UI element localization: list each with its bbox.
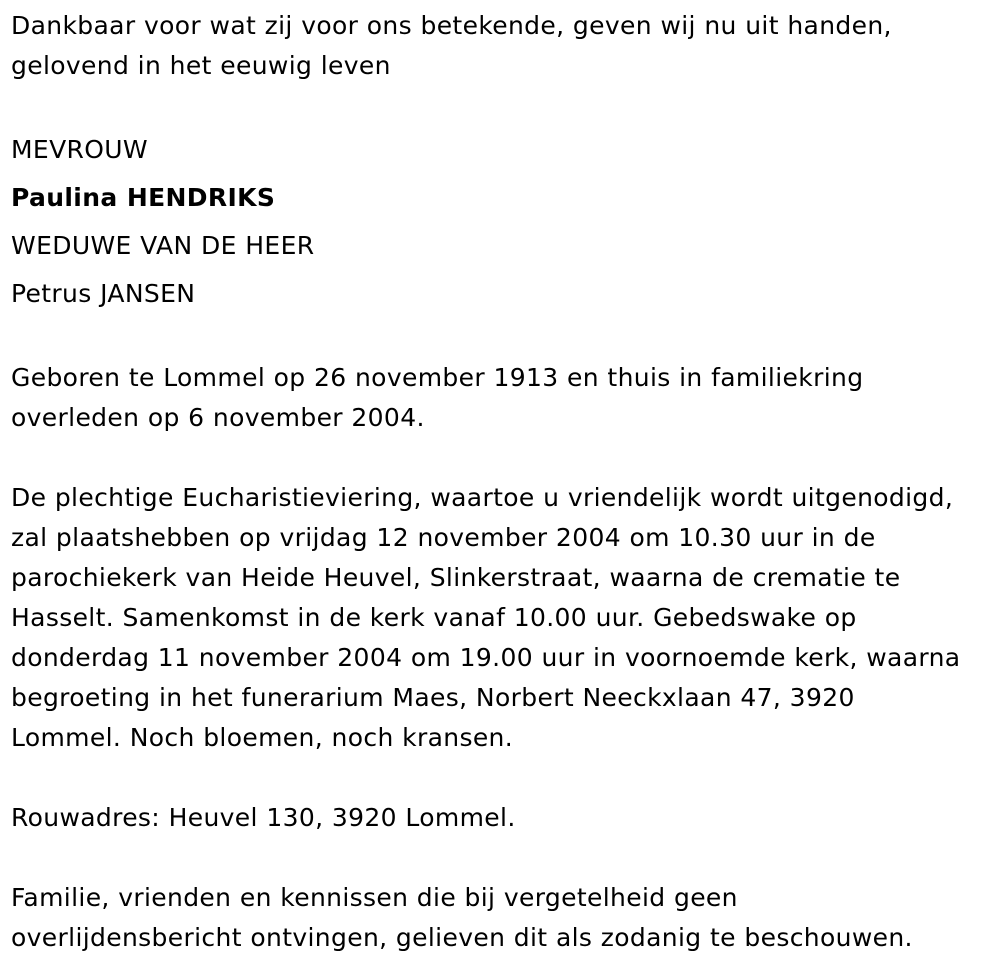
address-paragraph bbox=[11, 798, 996, 838]
intro-paragraph bbox=[11, 6, 996, 86]
ceremony-line: parochiekerk van Heide Heuvel, Slinkerstraat, waarna de crematie te bbox=[11, 563, 901, 592]
ceremony-line: Hasselt. Samenkomst in de kerk vanaf 10.00 uur. Gebedswake op bbox=[11, 603, 857, 632]
ceremony-paragraph bbox=[11, 478, 996, 758]
spacer bbox=[11, 318, 996, 358]
closing-line: overlijdensbericht ontvingen, gelieven dit als zodanig te beschouwen. bbox=[11, 923, 913, 952]
birth-death-line: Geboren te Lommel op 26 november 1913 en thuis in familiekring bbox=[11, 363, 864, 392]
birth-death-paragraph bbox=[11, 358, 996, 438]
ceremony-line: zal plaatshebben op vrijdag 12 november 2004 om 10.30 uur in de bbox=[11, 523, 876, 552]
ceremony-line: donderdag 11 november 2004 om 19.00 uur in voornoemde kerk, waarna bbox=[11, 643, 961, 672]
closing-line: Familie, vrienden en kennissen die bij vergetelheid geen bbox=[11, 883, 738, 912]
spacer bbox=[11, 758, 996, 798]
ceremony-line: Lommel. Noch bloemen, noch kransen. bbox=[11, 723, 514, 752]
ceremony-line: De plechtige Eucharistieviering, waartoe u vriendelijk wordt uitgenodigd, bbox=[11, 483, 954, 512]
ceremony-line: begroeting in het funerarium Maes, Norbert Neeckxlaan 47, 3920 bbox=[11, 683, 855, 712]
deceased-title: MEVROUW bbox=[11, 135, 148, 164]
deceased-relation: WEDUWE VAN DE HEER bbox=[11, 231, 315, 260]
spacer bbox=[11, 438, 996, 478]
intro-line: Dankbaar voor wat zij voor ons betekende, geven wij nu uit handen, bbox=[11, 11, 892, 40]
spacer bbox=[11, 86, 996, 126]
deceased-name: Paulina HENDRIKS bbox=[11, 183, 276, 212]
spacer bbox=[11, 838, 996, 878]
intro-line: gelovend in het eeuwig leven bbox=[11, 51, 391, 80]
deceased-block bbox=[11, 126, 996, 318]
birth-death-line: overleden op 6 november 2004. bbox=[11, 403, 425, 432]
spouse-name: Petrus JANSEN bbox=[11, 279, 196, 308]
obituary-notice bbox=[11, 6, 996, 958]
mourning-address: Rouwadres: Heuvel 130, 3920 Lommel. bbox=[11, 803, 516, 832]
closing-paragraph bbox=[11, 878, 996, 958]
